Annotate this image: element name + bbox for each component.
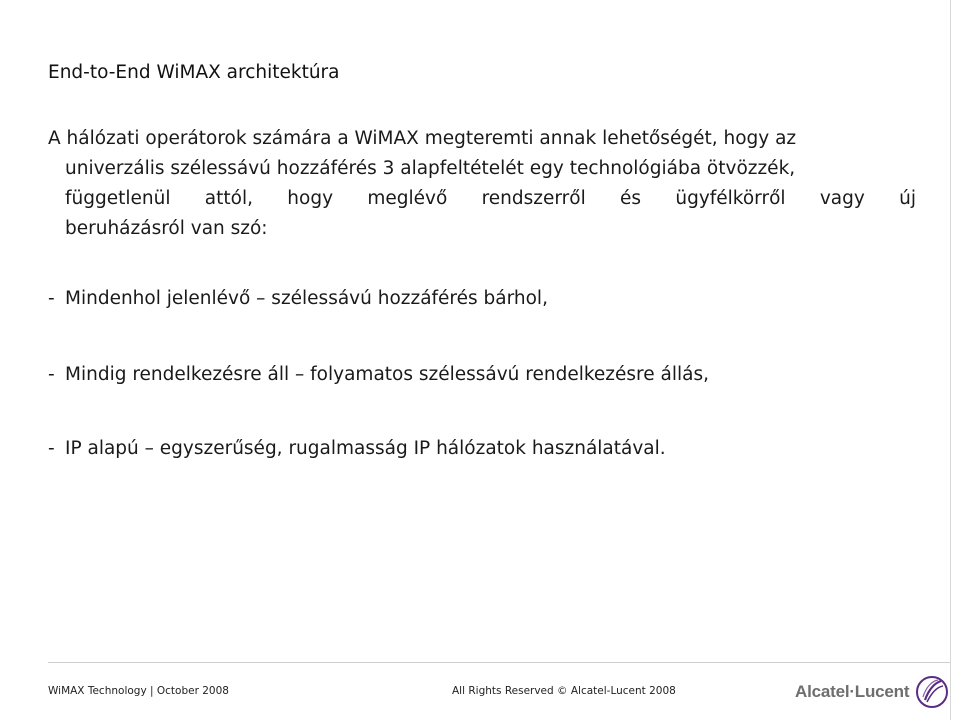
bullet-text: IP alapú – egyszerűség, rugalmasság IP hálózatok használatával.	[65, 438, 666, 459]
alcatel-lucent-swirl-icon	[915, 675, 949, 709]
bullet-marker: -	[48, 364, 55, 385]
alcatel-lucent-logo	[795, 674, 949, 710]
intro-line: függetlenül attól, hogy meglévő rendszerről és ügyfélkörről vagy új	[65, 188, 916, 209]
bullet-text: Mindenhol jelenlévő – szélessávú hozzáférés bárhol,	[65, 288, 548, 309]
footer-left-text: WiMAX Technology | October 2008	[48, 685, 229, 697]
bullet-marker: -	[48, 438, 55, 459]
bullet-marker: -	[48, 288, 55, 309]
bullet-text: Mindig rendelkezésre áll – folyamatos szélessávú rendelkezésre állás,	[65, 364, 709, 385]
intro-paragraph	[48, 124, 916, 244]
bullet-item	[48, 288, 548, 309]
footer-copyright: All Rights Reserved © Alcatel-Lucent 2008	[452, 685, 676, 697]
intro-line: univerzális szélessávú hozzáférés 3 alapfeltételét egy technológiába ötvözzék,	[65, 158, 796, 179]
logo-text: Alcatel·Lucent	[795, 682, 910, 701]
slide-right-edge	[950, 0, 951, 720]
intro-line: beruházásról van szó:	[65, 218, 268, 239]
footer-divider	[48, 662, 950, 663]
intro-line: A hálózati operátorok számára a WiMAX megteremti annak lehetőségét, hogy az	[48, 128, 797, 149]
slide-title: End-to-End WiMAX architektúra	[48, 62, 340, 83]
bullet-item	[48, 438, 666, 459]
bullet-item	[48, 364, 709, 385]
